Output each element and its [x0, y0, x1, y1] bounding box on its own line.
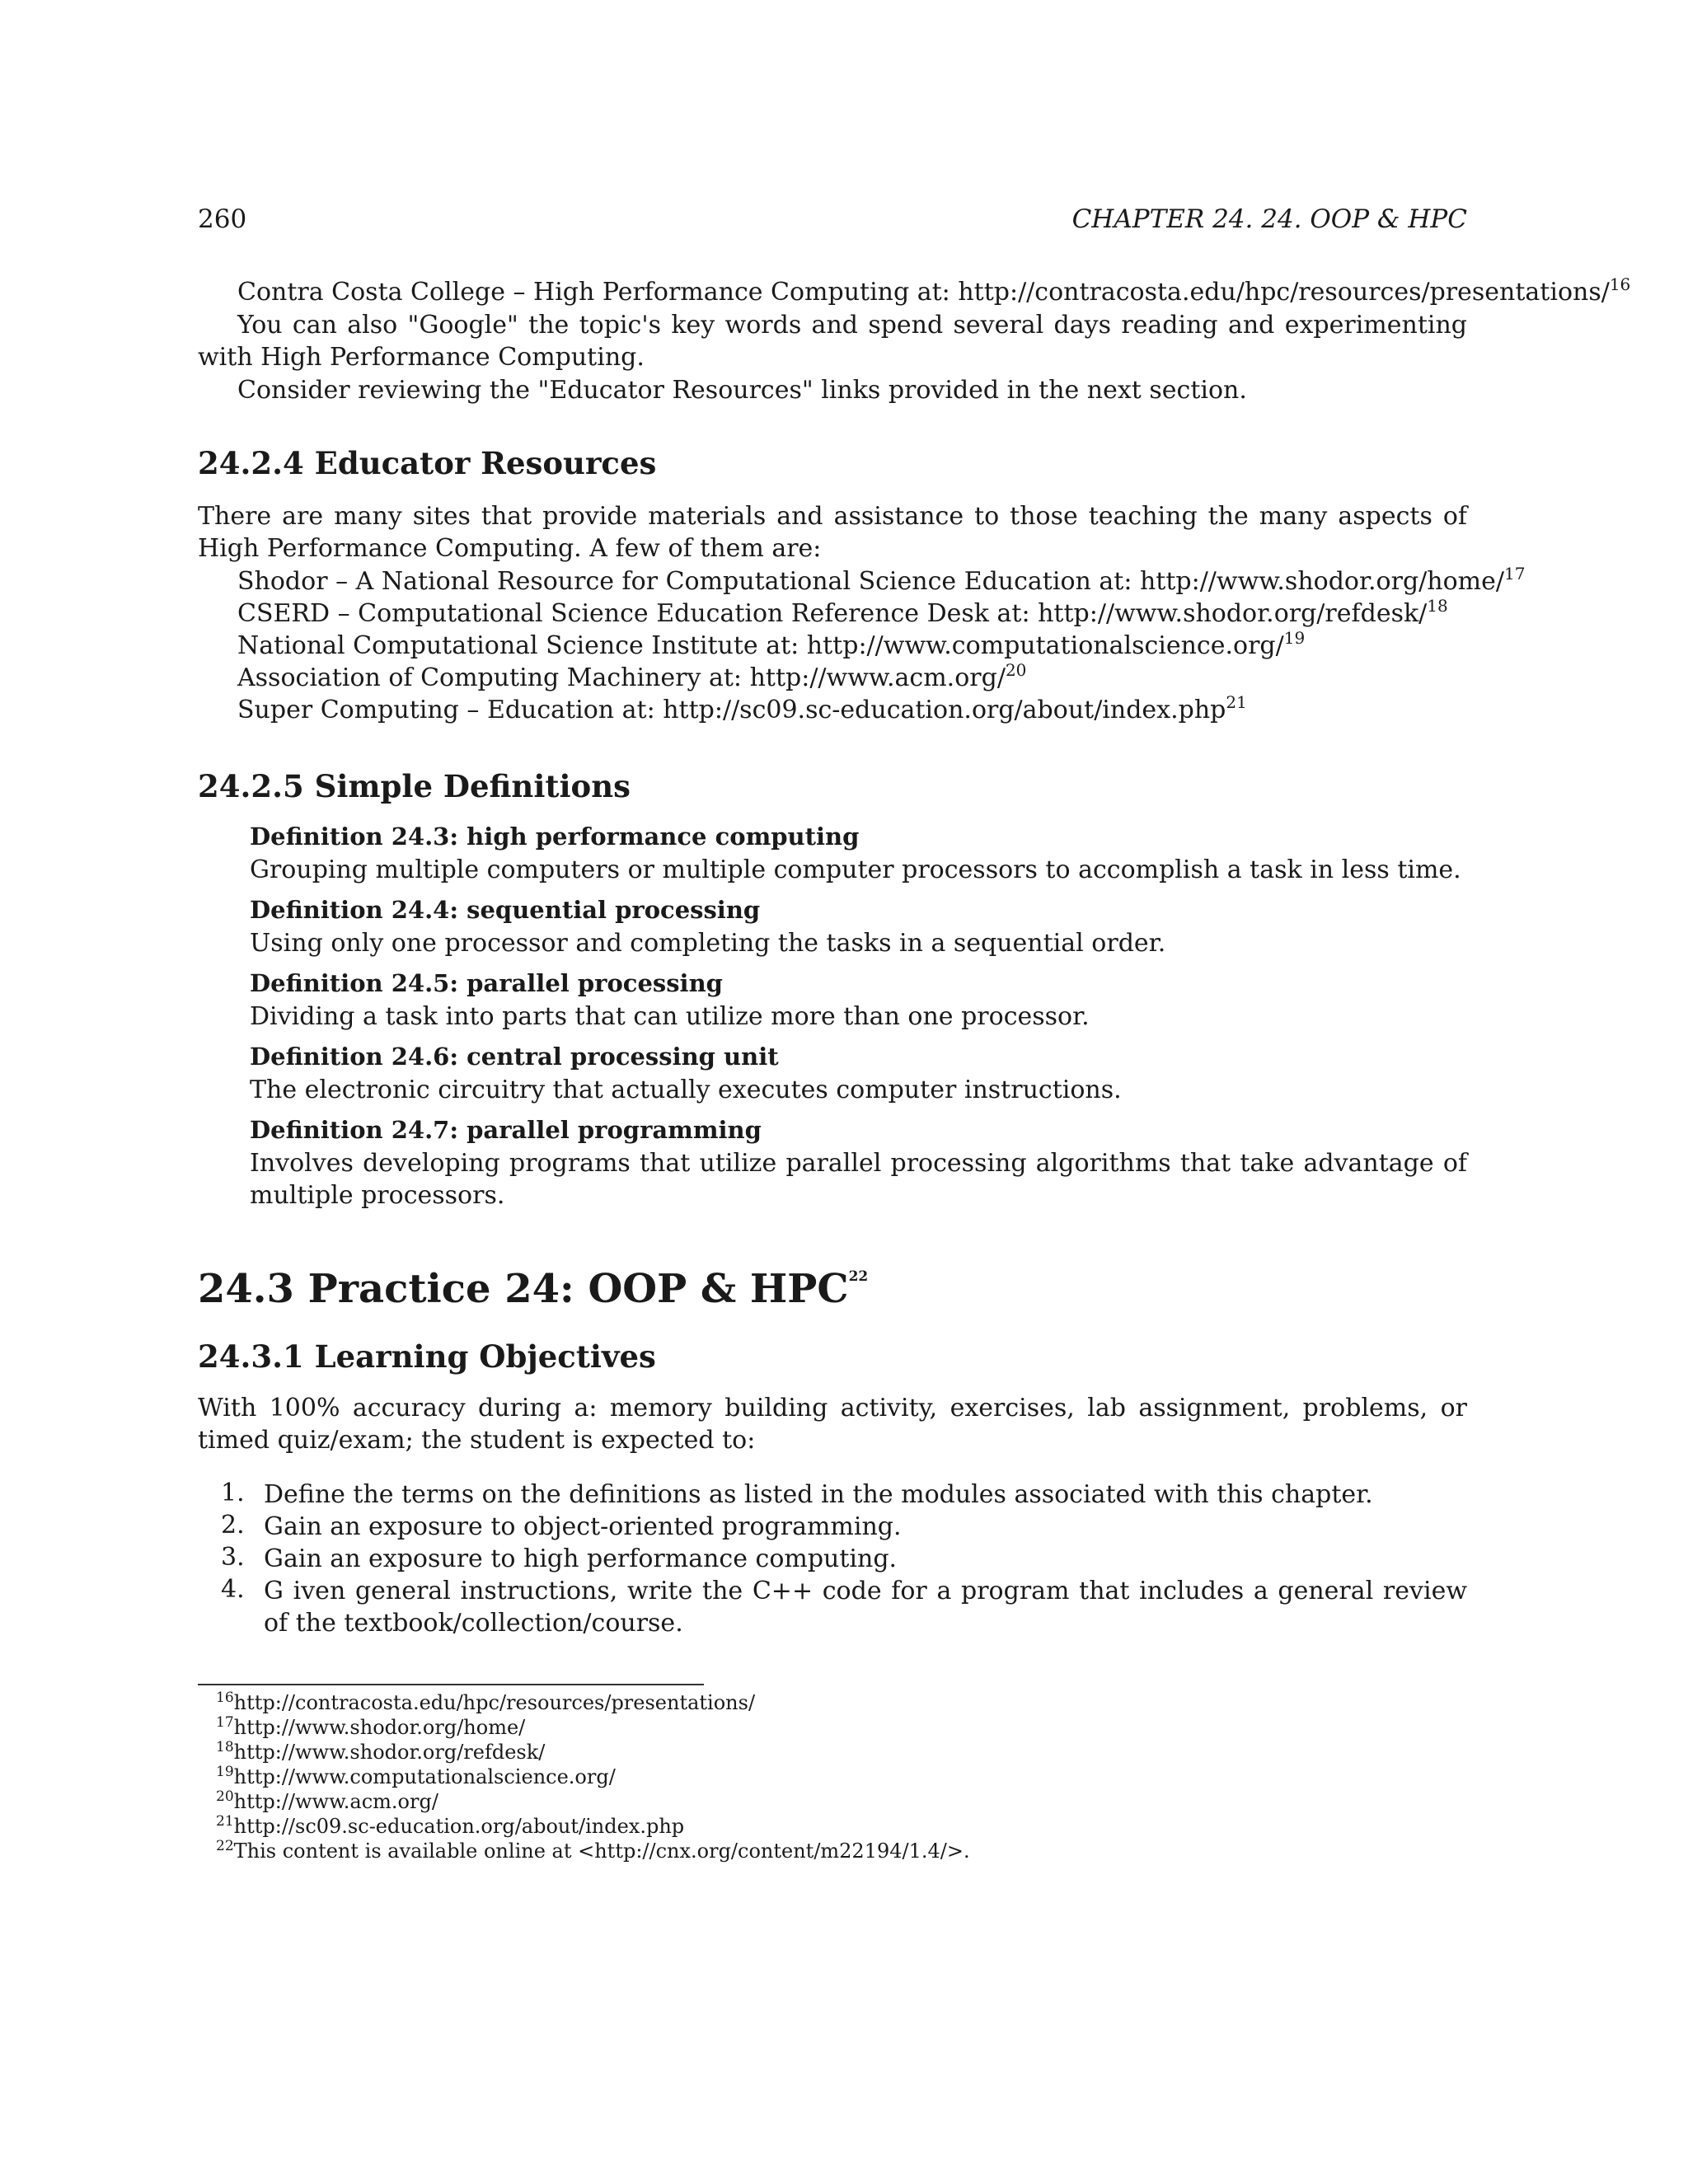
simple-definitions-heading: 24.2.5 Simple Definitions	[198, 768, 631, 804]
link-sc-education-text: Super Computing – Education at: http://sc09.sc-education.org/about/index.php	[237, 696, 1226, 724]
page-number: 260	[198, 204, 247, 234]
educator-resources-heading: 24.2.4 Educator Resources	[198, 445, 657, 481]
footnote-num-17: 17	[216, 1714, 234, 1731]
practice-heading	[198, 1266, 868, 1312]
link-cserd-text: CSERD – Computational Science Education Reference Desk at: http://www.shodor.org/refdesk/	[237, 599, 1428, 628]
definition-text-24-3: Grouping multiple computers or multiple computer processors to accomplish a task in less time.	[250, 855, 1461, 884]
footnote-num-22: 22	[216, 1838, 234, 1854]
footnote-16	[216, 1691, 755, 1714]
list-item-3: Gain an exposure to high performance computing.	[264, 1544, 898, 1573]
link-shodor-text: Shodor – A National Resource for Computational Science Education at: http://www.shodor.org/home/	[237, 567, 1504, 596]
link-acm	[237, 662, 1026, 694]
page-header	[198, 204, 1467, 234]
list-number-1: 1.	[221, 1479, 245, 1507]
link-acm-text: Association of Computing Machinery at: http://www.acm.org/	[237, 663, 1006, 692]
definition-term-24-3: Definition 24.3: high performance computing	[250, 823, 860, 851]
footnote-ref-18: 18	[1427, 596, 1448, 616]
practice-heading-text: 24.3 Practice 24: OOP & HPC	[198, 1266, 849, 1312]
link-shodor	[237, 565, 1525, 598]
list-number-2: 2.	[221, 1511, 245, 1540]
definition-text-24-5: Dividing a task into parts that can utilize more than one processor.	[250, 1002, 1090, 1031]
footnote-17	[216, 1716, 525, 1739]
running-title: CHAPTER 24. 24. OOP & HPC	[1071, 204, 1467, 234]
list-number-4: 4.	[221, 1575, 245, 1604]
footnote-num-21: 21	[216, 1813, 234, 1830]
contra-costa-line	[237, 276, 1630, 308]
contra-costa-text: Contra Costa College – High Performance Computing at: http://contracosta.edu/hpc/resources/presentations/	[237, 278, 1610, 307]
consider-line: Consider reviewing the "Educator Resources" links provided in the next section.	[237, 376, 1247, 405]
definition-term-24-4: Definition 24.4: sequential processing	[250, 896, 761, 924]
definition-term-24-6: Definition 24.6: central processing unit	[250, 1043, 779, 1071]
definition-term-24-7: Definition 24.7: parallel programming	[250, 1116, 762, 1144]
educator-paragraph: There are many sites that provide materials and assistance to those teaching the many aspects of High Performance Computing. A few of them are:	[198, 502, 1467, 563]
link-sc-education	[237, 694, 1247, 726]
footnote-ref-22: 22	[848, 1268, 869, 1285]
footnote-text-17: http://www.shodor.org/home/	[233, 1716, 526, 1739]
list-item-2: Gain an exposure to object-oriented programming.	[264, 1512, 902, 1541]
link-ncsi	[237, 630, 1305, 662]
definition-text-24-7: Involves developing programs that utilize parallel processing algorithms that take advantage of multiple processors.	[250, 1149, 1467, 1210]
learning-objectives-heading: 24.3.1 Learning Objectives	[198, 1338, 656, 1375]
footnote-ref-16: 16	[1609, 274, 1631, 294]
footnote-20	[216, 1790, 438, 1813]
footnote-text-21: http://sc09.sc-education.org/about/index.php	[233, 1815, 685, 1838]
google-paragraph: You can also "Google" the topic's key words and spend several days reading and experimenting with High Performance Computing.	[198, 311, 1467, 372]
footnote-text-18: http://www.shodor.org/refdesk/	[233, 1741, 546, 1764]
footnote-ref-17: 17	[1503, 564, 1526, 583]
footnote-21	[216, 1815, 684, 1838]
link-ncsi-text: National Computational Science Institute at: http://www.computationalscience.org/	[237, 631, 1284, 660]
footnote-text-19: http://www.computationalscience.org/	[233, 1765, 616, 1788]
objectives-paragraph: With 100% accuracy during a: memory building activity, exercises, lab assignment, problems, or timed quiz/exam; the student is expected to:	[198, 1394, 1467, 1455]
footnote-num-19: 19	[216, 1764, 234, 1780]
definition-text-24-4: Using only one processor and completing the tasks in a sequential order.	[250, 929, 1166, 958]
footnote-text-16: http://contracosta.edu/hpc/resources/presentations/	[233, 1691, 756, 1714]
footnote-19	[216, 1765, 616, 1788]
list-item-4: G iven general instructions, write the C++ code for a program that includes a general review of the textbook/collection/course.	[264, 1577, 1467, 1638]
footnote-num-16: 16	[216, 1690, 234, 1706]
footnote-divider	[198, 1684, 704, 1685]
list-number-3: 3.	[221, 1543, 245, 1572]
footnote-ref-19: 19	[1283, 628, 1306, 648]
footnote-ref-21: 21	[1226, 692, 1247, 712]
definition-term-24-5: Definition 24.5: parallel processing	[250, 969, 723, 997]
footnote-ref-20: 20	[1005, 660, 1027, 680]
footnote-num-20: 20	[216, 1788, 234, 1805]
footnote-num-18: 18	[216, 1739, 234, 1755]
footnote-22	[216, 1840, 970, 1863]
link-cserd	[237, 598, 1448, 630]
footnote-text-20: http://www.acm.org/	[233, 1790, 438, 1813]
list-item-1: Define the terms on the definitions as listed in the modules associated with this chapter.	[264, 1480, 1373, 1509]
footnote-18	[216, 1741, 545, 1764]
definition-text-24-6: The electronic circuitry that actually executes computer instructions.	[250, 1076, 1122, 1104]
footnote-text-22: This content is available online at <http://cnx.org/content/m22194/1.4/>.	[233, 1840, 970, 1863]
